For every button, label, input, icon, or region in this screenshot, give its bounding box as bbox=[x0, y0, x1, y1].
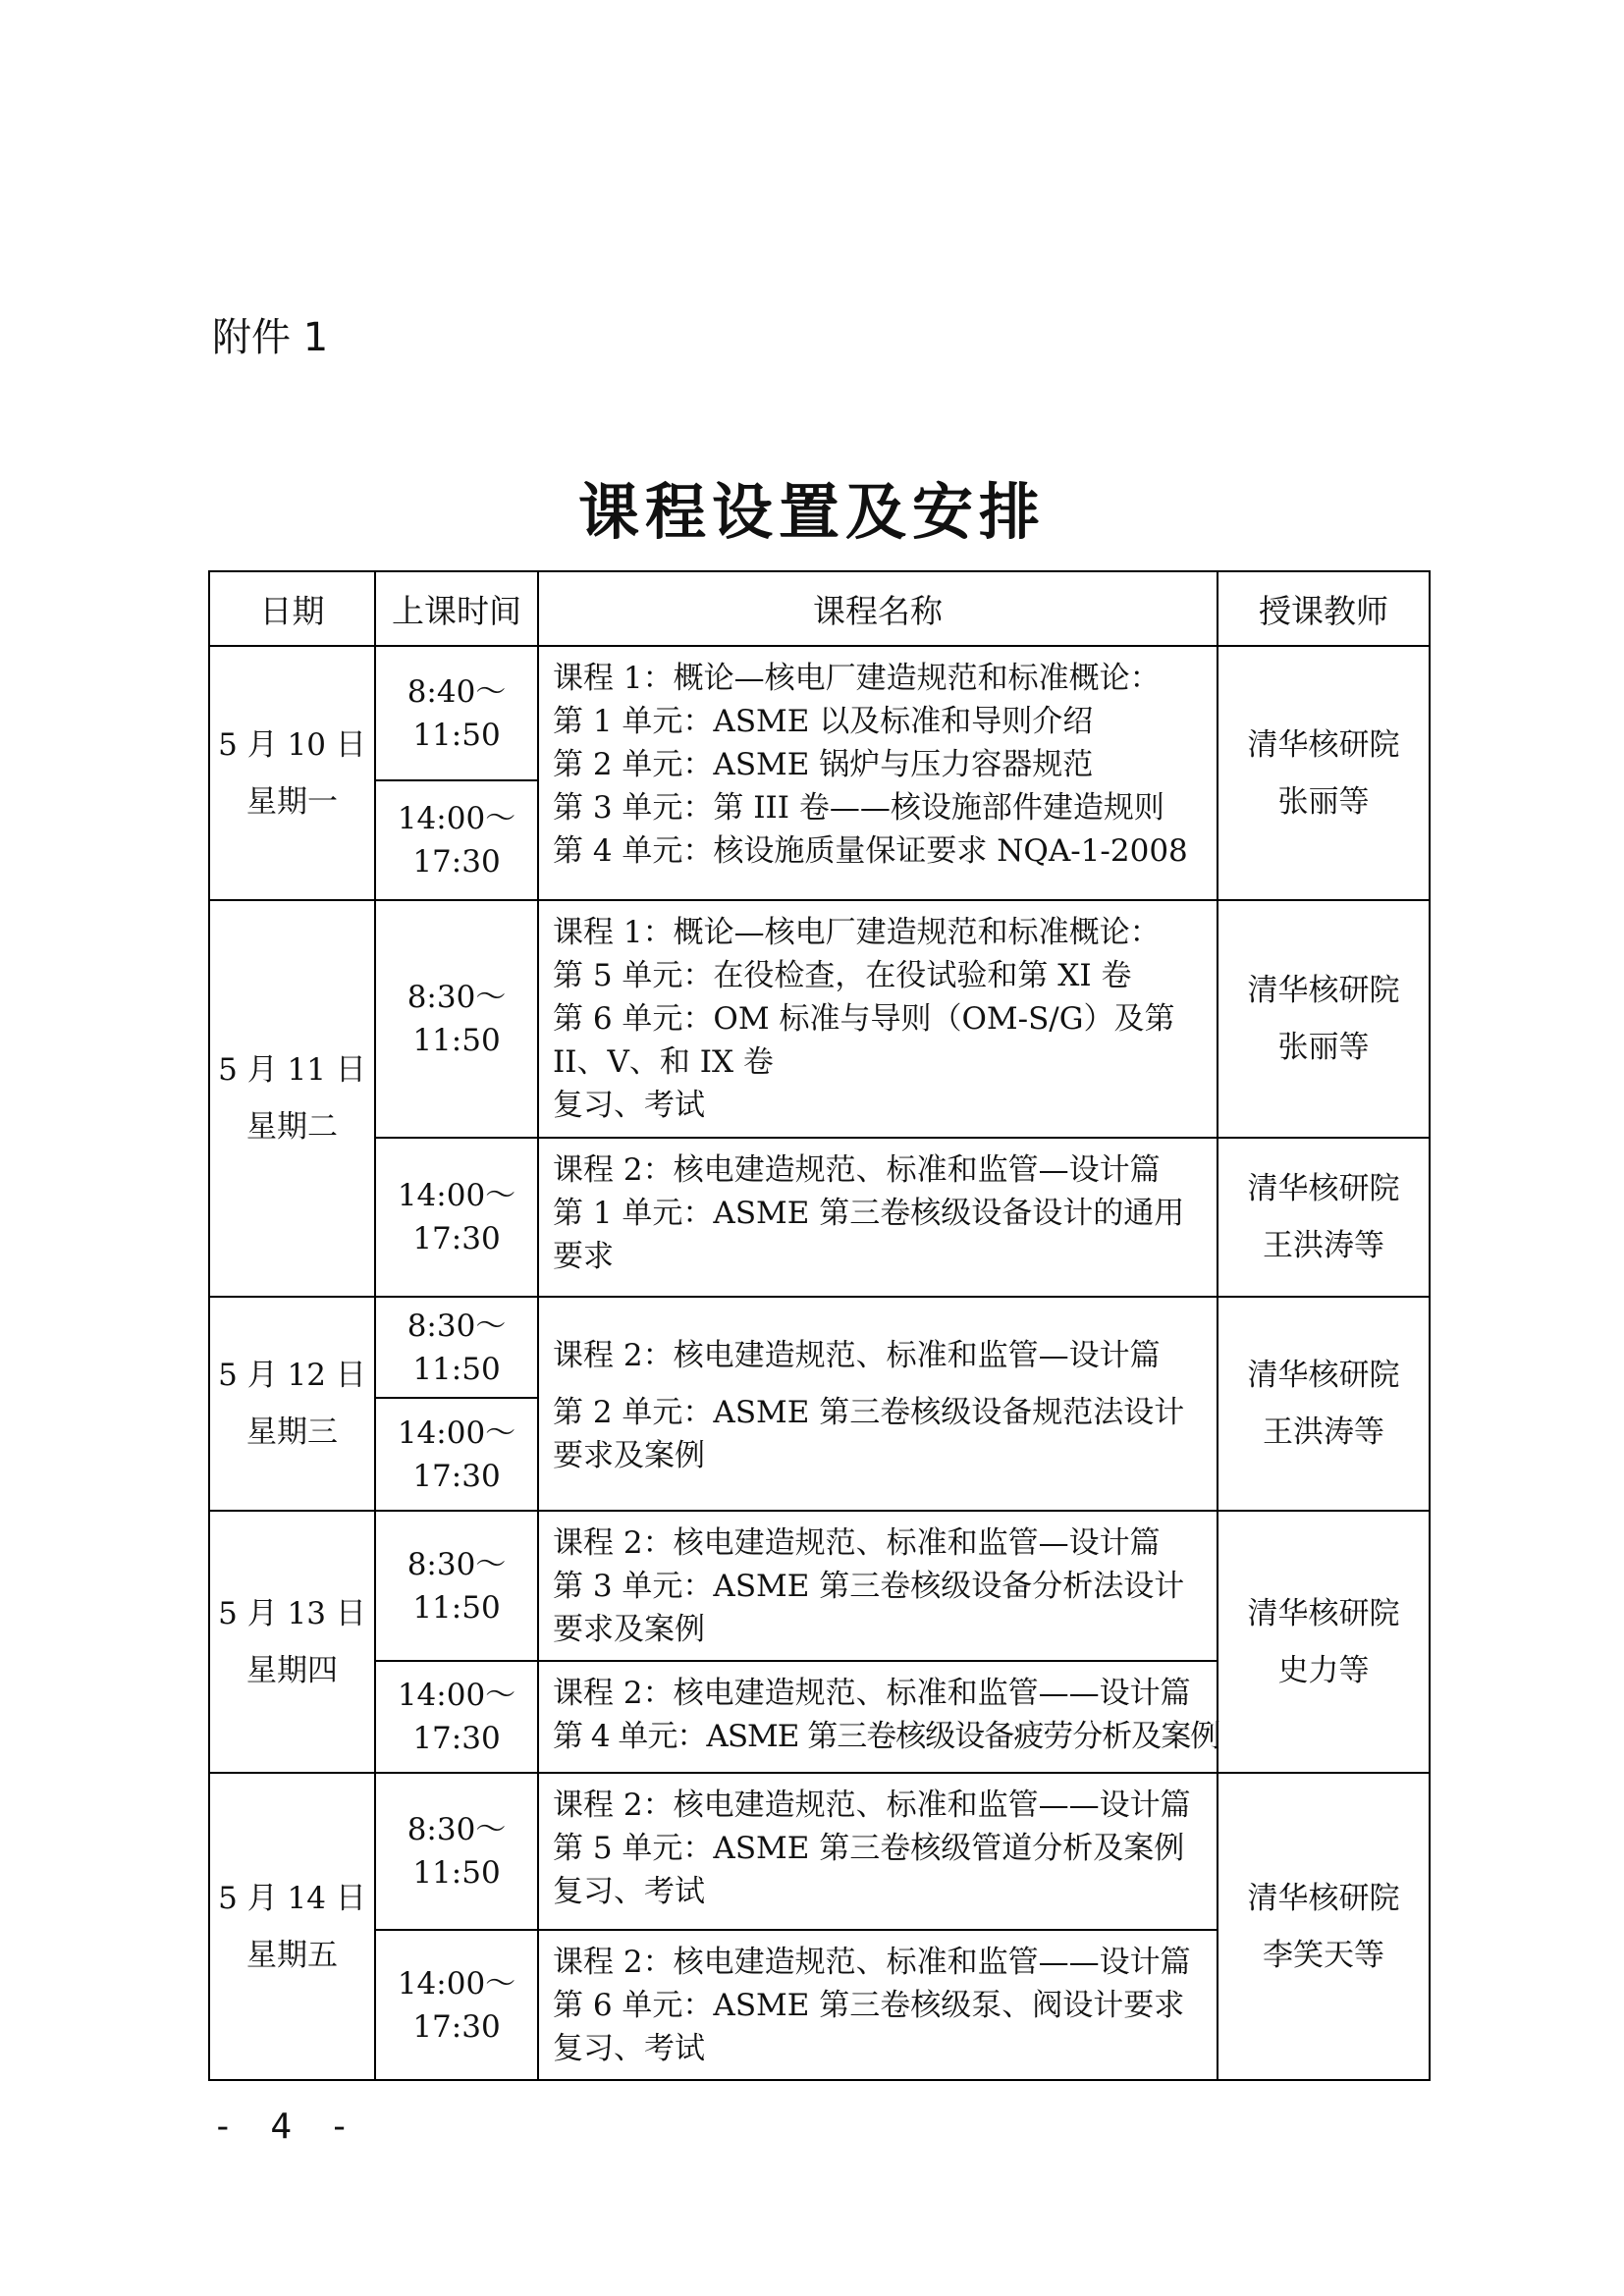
weekday-text: 星期二 bbox=[246, 1109, 338, 1145]
teacher-org: 清华核研院 bbox=[1247, 1358, 1400, 1393]
date-text: 5 月 14 日 bbox=[218, 1880, 366, 1916]
course-line: 要求 bbox=[553, 1239, 614, 1274]
time-start: 14:00～ bbox=[397, 1965, 516, 2002]
course-line: 课程 2：核电建造规范、标准和监管—设计篇 bbox=[553, 1338, 1161, 1373]
course-line: 课程 2：核电建造规范、标准和监管—设计篇 bbox=[553, 1152, 1161, 1188]
course-line: II、V、和 IX 卷 bbox=[553, 1044, 774, 1080]
date-text: 5 月 11 日 bbox=[218, 1052, 366, 1088]
weekday-text: 星期三 bbox=[246, 1415, 338, 1450]
course-cell bbox=[538, 1773, 1218, 1930]
teacher-name: 史力等 bbox=[1277, 1652, 1370, 1688]
header-row bbox=[209, 571, 1430, 646]
date-cell bbox=[209, 900, 375, 1297]
weekday-text: 星期五 bbox=[246, 1937, 338, 1973]
header-time: 上课时间 bbox=[375, 571, 538, 646]
time-end: 11:50 bbox=[412, 717, 501, 753]
date-text: 5 月 10 日 bbox=[218, 726, 366, 763]
time-start: 8:40～ bbox=[406, 673, 507, 710]
course-line: 课程 2：核电建造规范、标准和监管——设计篇 bbox=[553, 1945, 1191, 1980]
teacher-name: 张丽等 bbox=[1277, 783, 1370, 820]
page-number: - 4 - bbox=[212, 2107, 358, 2147]
weekday-text: 星期四 bbox=[246, 1652, 338, 1688]
time-cell bbox=[375, 646, 538, 780]
time-start: 14:00～ bbox=[397, 1415, 516, 1451]
time-cell bbox=[375, 1138, 538, 1297]
header-date: 日期 bbox=[209, 571, 375, 646]
table-row bbox=[209, 900, 1430, 1138]
course-line: 第 5 单元：在役检查，在役试验和第 XI 卷 bbox=[553, 958, 1132, 993]
course-cell bbox=[538, 1661, 1218, 1773]
table-row bbox=[209, 1773, 1430, 1930]
time-cell bbox=[375, 780, 538, 900]
teacher-cell bbox=[1218, 1773, 1430, 2080]
course-line: 课程 2：核电建造规范、标准和监管——设计篇 bbox=[553, 1676, 1191, 1711]
time-end: 11:50 bbox=[412, 1023, 501, 1058]
time-start: 8:30～ bbox=[406, 1308, 507, 1344]
teacher-name: 王洪涛等 bbox=[1263, 1415, 1384, 1450]
weekday-text: 星期一 bbox=[246, 783, 338, 820]
course-line: 第 4 单元：ASME 第三卷核级设备疲劳分析及案例 bbox=[553, 1719, 1220, 1754]
course-line: 课程 1：概论—核电厂建造规范和标准概论： bbox=[553, 661, 1161, 696]
course-line: 第 3 单元：第 III 卷——核设施部件建造规则 bbox=[553, 790, 1164, 826]
course-line: 第 1 单元：ASME 第三卷核级设备设计的通用 bbox=[553, 1196, 1185, 1231]
time-start: 8:30～ bbox=[406, 1812, 507, 1847]
time-cell bbox=[375, 1661, 538, 1773]
time-end: 17:30 bbox=[412, 2008, 501, 2045]
schedule-table bbox=[208, 570, 1431, 2081]
course-line: 要求及案例 bbox=[553, 1438, 705, 1473]
table-row bbox=[209, 1297, 1430, 1398]
time-cell bbox=[375, 1297, 538, 1398]
course-line: 第 6 单元：ASME 第三卷核级泵、阀设计要求 bbox=[553, 1988, 1185, 2023]
time-end: 17:30 bbox=[412, 1721, 501, 1756]
teacher-name: 张丽等 bbox=[1277, 1030, 1370, 1065]
date-text: 5 月 13 日 bbox=[218, 1595, 366, 1631]
teacher-cell bbox=[1218, 1511, 1430, 1773]
date-cell bbox=[209, 646, 375, 900]
course-line: 第 4 单元：核设施质量保证要求 NQA-1-2008 bbox=[553, 833, 1188, 869]
time-start: 14:00～ bbox=[397, 1678, 516, 1713]
course-line: 第 1 单元：ASME 以及标准和导则介绍 bbox=[553, 704, 1094, 739]
course-cell bbox=[538, 1930, 1218, 2080]
time-end: 11:50 bbox=[412, 1855, 501, 1891]
table-row bbox=[209, 1138, 1430, 1297]
time-cell bbox=[375, 1398, 538, 1511]
course-line: 第 5 单元：ASME 第三卷核级管道分析及案例 bbox=[553, 1831, 1185, 1866]
time-start: 14:00～ bbox=[397, 801, 516, 836]
teacher-org: 清华核研院 bbox=[1247, 1880, 1400, 1916]
course-line: 复习、考试 bbox=[553, 2031, 705, 2066]
teacher-name: 王洪涛等 bbox=[1263, 1228, 1384, 1263]
time-end: 17:30 bbox=[412, 844, 501, 880]
course-cell bbox=[538, 646, 1218, 900]
course-line: 课程 2：核电建造规范、标准和监管—设计篇 bbox=[553, 1525, 1161, 1561]
time-end: 17:30 bbox=[412, 1221, 501, 1256]
date-cell bbox=[209, 1511, 375, 1773]
time-end: 17:30 bbox=[412, 1458, 501, 1494]
date-text: 5 月 12 日 bbox=[218, 1358, 366, 1393]
teacher-name: 李笑天等 bbox=[1263, 1937, 1384, 1973]
teacher-org: 清华核研院 bbox=[1247, 973, 1400, 1008]
teacher-org: 清华核研院 bbox=[1247, 726, 1400, 763]
time-cell bbox=[375, 1930, 538, 2080]
teacher-cell bbox=[1218, 1138, 1430, 1297]
course-cell bbox=[538, 900, 1218, 1138]
course-line: 第 6 单元：OM 标准与导则（OM-S/G）及第 bbox=[553, 1001, 1175, 1037]
teacher-org: 清华核研院 bbox=[1247, 1171, 1400, 1206]
time-end: 11:50 bbox=[412, 1351, 501, 1387]
course-line: 第 2 单元：ASME 第三卷核级设备规范法设计 bbox=[553, 1395, 1185, 1430]
course-cell bbox=[538, 1511, 1218, 1661]
time-end: 11:50 bbox=[412, 1589, 501, 1626]
time-cell bbox=[375, 1511, 538, 1661]
teacher-cell bbox=[1218, 1297, 1430, 1511]
date-cell bbox=[209, 1297, 375, 1511]
table-row bbox=[209, 1511, 1430, 1661]
course-cell bbox=[538, 1138, 1218, 1297]
time-start: 8:30～ bbox=[406, 980, 507, 1015]
course-line: 第 2 单元：ASME 锅炉与压力容器规范 bbox=[553, 747, 1094, 782]
time-start: 8:30～ bbox=[406, 1546, 507, 1582]
course-cell bbox=[538, 1297, 1218, 1511]
time-cell bbox=[375, 900, 538, 1138]
course-line: 复习、考试 bbox=[553, 1874, 705, 1909]
table-row bbox=[209, 646, 1430, 780]
time-start: 14:00～ bbox=[397, 1178, 516, 1213]
teacher-cell bbox=[1218, 646, 1430, 900]
header-course: 课程名称 bbox=[538, 571, 1218, 646]
teacher-cell bbox=[1218, 900, 1430, 1138]
course-line: 复习、考试 bbox=[553, 1088, 705, 1123]
course-line: 第 3 单元：ASME 第三卷核级设备分析法设计 bbox=[553, 1569, 1185, 1604]
course-line: 要求及案例 bbox=[553, 1612, 705, 1647]
header-teacher: 授课教师 bbox=[1218, 571, 1430, 646]
date-cell bbox=[209, 1773, 375, 2080]
course-line: 课程 2：核电建造规范、标准和监管——设计篇 bbox=[553, 1788, 1191, 1823]
teacher-org: 清华核研院 bbox=[1247, 1595, 1400, 1631]
time-cell bbox=[375, 1773, 538, 1930]
course-line: 课程 1：概论—核电厂建造规范和标准概论： bbox=[553, 915, 1161, 950]
attachment-label: 附件 1 bbox=[212, 315, 329, 360]
page-title: 课程设置及安排 bbox=[577, 476, 1046, 548]
